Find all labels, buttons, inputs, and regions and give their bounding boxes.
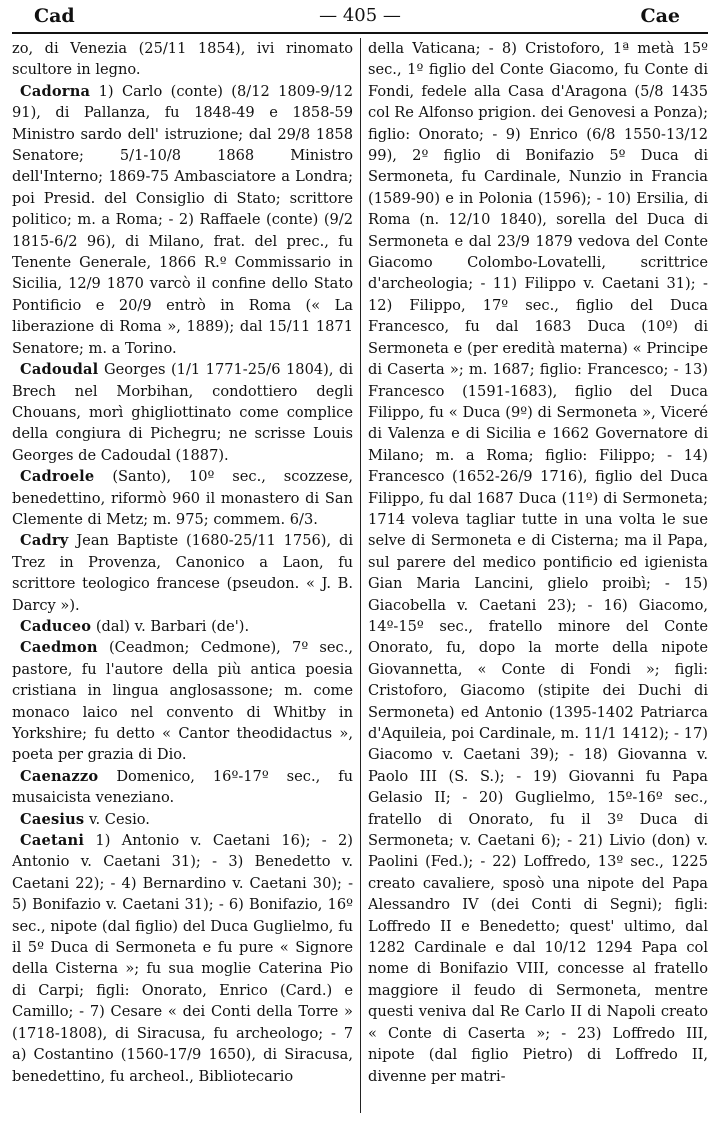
entry-text: Georges (1/1 1771-25/6 1804), di Brech nel Morbihan, condottiero degli Chouans, morì ghigliottinato come complice della congiura di Pichegru; ne scrisse Louis Georges de Cadoudal (1887). <box>12 361 353 464</box>
entry-text: della Vaticana; - 8) Cristoforo, 1ª metà 15º sec., 1º figlio del Conte Giacomo, fu Conte di Fondi, fedele alla Casa d'Aragona (5/8 1435 col Re Alfonso prigion. dei Genovesi a Ponza); figlio: Onorato; - 9) Enrico (6/8 1550-13/12 99), 2º figlio di Bonifazio 5º Duca di Sermoneta, fu Cardinale, Nunzio in Francia (1589-90) e in Polonia (1596); - 10) Ersilia, di Roma (n. 12/10 1840), sorella del Duca di Sermoneta e dal 23/9 1879 vedova del Conte Giacomo Colombo-Lovatelli, scrittrice d'archeologia; - 11) Filippo v. Caetani 31); - 12) Filippo, 17º sec., figlio del Duca Francesco, fu dal 1683 Duca (10º) di Sermoneta e (per eredità materna) « Principe di Caserta »; m. 1687; figlio: Francesco; - 13) Francesco (1591-1683), figlio del Duca Filippo, fu « Duca (9º) di Sermoneta », Viceré di Valenza e di Sicilia e 1662 Governatore di Milano; m. a Roma; figlio: Filippo; - 14) Francesco (1652-26/9 1716), figlio del Duca Filippo, fu dal 1687 Duca (11º) di Sermoneta; 1714 voleva tagliar tutte in una volta le sue selve di Sermoneta e di Cisterna; ma il Papa, sul parere del medico pontificio ed igienista Gian Maria Lancini, glielo proibì; - 15) Giacobella v. Caetani 23); - 16) Giacomo, 14º-15º sec., fratello minore del Conte Onorato, fu, dopo la morte della nipote Giovannetta, « Conte di Fondi »; figli: Cristoforo, Giacomo (stipite dei Duchi di Sermoneta) ed Antonio (1395-1402 Patriarca d'Aquileia, poi Cardinale, m. 11/1 1412); - 17) Giacomo v. Caetani 39); - 18) Giovanna v. Paolo III (S. S.); - 19) Giovanni fu Papa Gelasio II; - 20) Guglielmo, 15º-16º sec., fratello di Onorato, fu il 3º Duca di Sermoneta; v. Caetani 6); - 21) Livio (don) v. Paolini (Fed.); - 22) Loffredo, 13º sec., 1225 creato cavaliere, sposò una nipote del Papa Alessandro IV (dei Conti di Segni); figli: Loffredo II e Benedetto; quest' ultimo, dal 1282 Cardinale e dal 10/12 1294 Papa col nome di Bonifazio VIII, concesse al fratello maggiore il feudo di Sermoneta, mentre questi veniva dal Re Carlo II di Napoli creato « Conte di Caserta »; - 23) Loffredo III, nipote (dal figlio Pietro) di Loffredo II, divenne per matri- <box>368 40 708 1085</box>
dictionary-entry <box>12 359 353 466</box>
entry-headword: Caesius <box>20 810 85 828</box>
right-column <box>368 38 708 1127</box>
dictionary-entry <box>12 81 353 359</box>
header-left-guideword: Cad <box>34 5 75 27</box>
dictionary-entry <box>12 766 353 809</box>
dictionary-entry <box>12 809 353 830</box>
header-right-guideword: Cae <box>640 5 680 27</box>
entry-text: (Ceadmon; Cedmone), 7º sec., pastore, fu l'autore della più antica poesia cristiana in lingua anglosassone; m. come monaco laico nel convento di Whitby in Yorkshire; fu detto « Cantor theodidactus », poeta per grazia di Dio. <box>12 639 353 764</box>
entry-text: (Santo), 10º sec., scozzese, benedettino, riformò 960 il monastero di San Clemente di Metz; m. 975; commem. 6/3. <box>12 468 353 528</box>
entry-text: (dal) v. Barbari (de'). <box>95 617 250 635</box>
entry-headword: Caenazzo <box>20 767 99 785</box>
dictionary-entry <box>12 38 353 81</box>
entry-text: Domenico, 16º-17º sec., fu musaicista veneziano. <box>12 767 353 807</box>
dictionary-entry <box>12 616 353 637</box>
entry-headword: Cadorna <box>20 82 91 100</box>
dictionary-entry <box>12 530 353 616</box>
page-header <box>12 4 708 34</box>
entry-headword: Caduceo <box>20 617 92 635</box>
dictionary-entry <box>12 466 353 530</box>
entry-headword: Cadoudal <box>20 361 99 379</box>
entry-headword: Cadroele <box>20 468 95 486</box>
entry-headword: Caetani <box>20 832 85 850</box>
text-columns <box>12 38 708 1127</box>
column-divider <box>360 38 361 1113</box>
entry-text: Jean Baptiste (1680-25/11 1756), di Trez in Provenza, Canonico a Laon, fu scrittore teologico francese (pseudon. « J. B. Darcy »). <box>12 532 353 614</box>
entry-text: 1) Antonio v. Caetani 16); - 2) Antonio v. Caetani 31); - 3) Benedetto v. Caetani 22); - 4) Bernardino v. Caetani 30); - 5) Bonifazio v. Caetani 31); - 6) Bonifazio, 16º sec., nipote (dal figlio) del Duca Guglielmo, fu il 5º Duca di Sermoneta e fu pure « Signore della Cisterna »; fu sua moglie Caterina Pio di Carpi; figli: Onorato, Enrico (Card.) e Camillo; - 7) Cesare « dei Conti della Torre » (1718-1808), di Siracusa, fu archeologo; - 7 a) Costantino (1560-17/9 1650), di Siracusa, benedettino, fu archeol., Bibliotecario <box>12 832 353 1085</box>
entry-headword: Cadry <box>20 532 69 550</box>
dictionary-entry <box>12 637 353 765</box>
left-column <box>12 38 353 1127</box>
dictionary-entry <box>368 38 708 1087</box>
entry-text: v. Cesio. <box>88 810 150 828</box>
entry-text: 1) Carlo (conte) (8/12 1809-9/12 91), di Pallanza, fu 1848-49 e 1858-59 Ministro sardo dell' istruzione; dal 29/8 1858 Senatore; 5/1-10/8 1868 Ministro dell'Interno; 1869-75 Ambasciatore a Londra; poi Presid. del Consiglio di Stato; scrittore politico; m. a Roma; - 2) Raffaele (conte) (9/2 1815-6/2 96), di Milano, frat. del prec., fu Tenente Generale, 1866 R.º Commissario in Sicilia, 12/9 1870 varcò il confine dello Stato Pontificio e 20/9 entrò in Roma (« La liberazione di Roma », 1889); dal 15/11 1871 Senatore; m. a Torino. <box>12 82 353 357</box>
page-number: — 405 — <box>319 5 401 26</box>
entry-headword: Caedmon <box>20 639 98 657</box>
dictionary-entry <box>12 830 353 1087</box>
entry-text: zo, di Venezia (25/11 1854), ivi rinomato scultore in legno. <box>12 40 353 79</box>
